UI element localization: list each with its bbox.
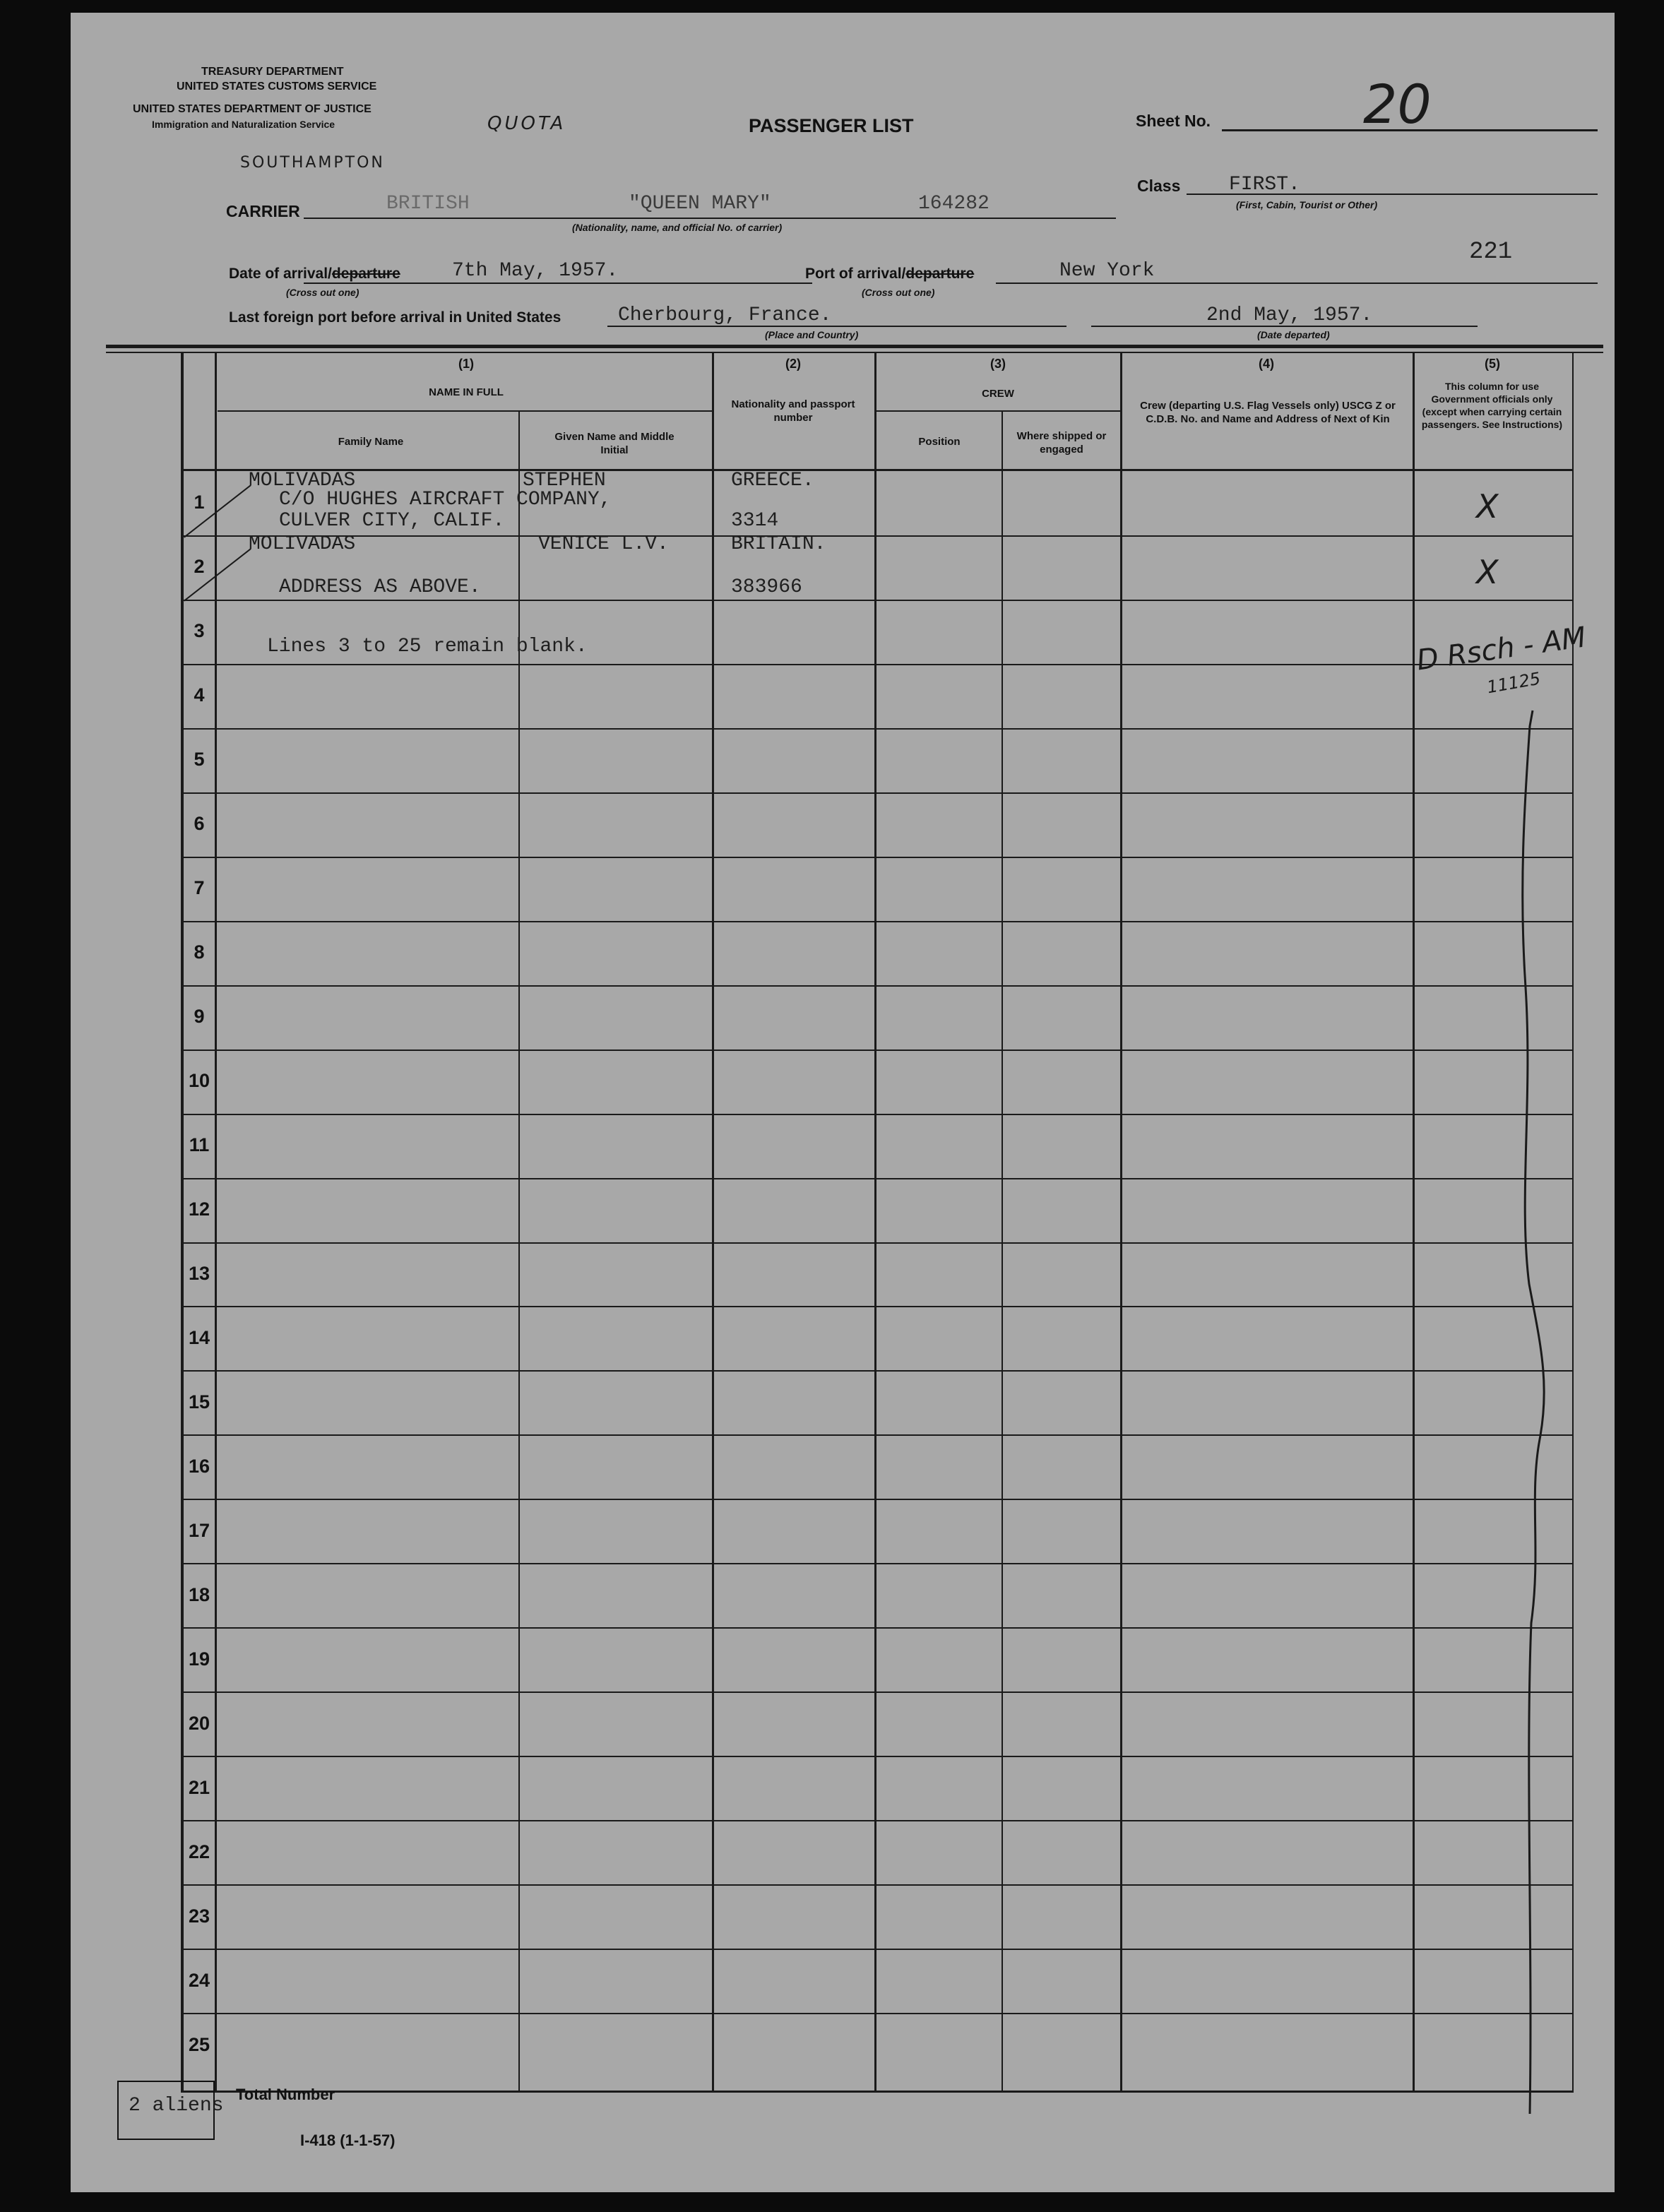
- row-number: 20: [188, 1713, 210, 1734]
- place-caption: (Place and Country): [765, 329, 859, 340]
- row-divider: [184, 1691, 1574, 1693]
- carrier-label: CARRIER: [226, 202, 300, 220]
- row-number: 23: [188, 1905, 210, 1927]
- row2-family-name: MOLIVADAS: [249, 533, 356, 555]
- carrier-name: "QUEEN MARY": [629, 193, 771, 215]
- agency-line-2: UNITED STATES CUSTOMS SERVICE: [177, 81, 377, 93]
- col5-title: This column for use Government officials only (except when carrying certain passengers. See Instructions): [1421, 381, 1563, 430]
- row-divider: [184, 1627, 1574, 1629]
- row-divider: [184, 1242, 1574, 1244]
- total-number-label: Total Number: [236, 2086, 335, 2103]
- arrival-label: Date of arrival/departure: [229, 266, 400, 282]
- col3b-where-shipped: Where shipped or engaged: [1016, 430, 1107, 456]
- row-divider: [184, 1370, 1574, 1372]
- col5-number: (5): [1485, 357, 1500, 371]
- row-number: 10: [188, 1070, 210, 1091]
- form-number: I-418 (1-1-57): [300, 2131, 396, 2149]
- row-divider: [184, 1499, 1574, 1500]
- total-aliens-value: 2 aliens: [129, 2095, 224, 2117]
- row-divider: [184, 1178, 1574, 1179]
- col1-title: NAME IN FULL: [429, 386, 504, 398]
- port-value: New York: [1059, 260, 1155, 282]
- inspector-initials-number: 11125: [1485, 668, 1543, 698]
- last-port-value: Cherbourg, France.: [618, 304, 832, 326]
- agency-line-1: TREASURY DEPARTMENT: [201, 66, 344, 78]
- row-number: 17: [188, 1520, 210, 1541]
- row1-passport: 3314: [731, 510, 779, 532]
- col2-number: (2): [785, 357, 801, 371]
- row-divider: [184, 2013, 1574, 2014]
- row2-given-name: VENICE L.V.: [538, 533, 669, 555]
- row-divider: [184, 1049, 1574, 1051]
- class-caption: (First, Cabin, Tourist or Other): [1236, 199, 1378, 210]
- row2-official-mark: X: [1476, 553, 1499, 591]
- row-divider: [184, 1114, 1574, 1115]
- row-divider: [184, 728, 1574, 730]
- col1a-family-name: Family Name: [338, 436, 404, 448]
- row-number: 24: [188, 1970, 210, 1991]
- form-title: PASSENGER LIST: [749, 115, 914, 136]
- row-divider: [184, 1820, 1574, 1821]
- row-divider: [184, 664, 1574, 665]
- row-divider: [184, 535, 1574, 537]
- remaining-lines-note: Lines 3 to 25 remain blank.: [267, 636, 588, 658]
- inspector-initials: D Rsch - AM: [1414, 621, 1588, 677]
- row-divider: [184, 857, 1574, 858]
- row-divider: [184, 792, 1574, 794]
- arrival-date: 7th May, 1957.: [452, 260, 619, 282]
- row-divider: [184, 1563, 1574, 1564]
- row-divider: [184, 600, 1574, 601]
- row1-address-2: CULVER CITY, CALIF.: [279, 510, 505, 532]
- sheet-label: Sheet No.: [1136, 112, 1211, 130]
- row-divider: [184, 1884, 1574, 1886]
- col1b-given-name: Given Name and Middle Initial: [554, 431, 674, 456]
- row-number: 19: [188, 1648, 210, 1670]
- carrier-caption: (Nationality, name, and official No. of carrier): [572, 222, 783, 233]
- row-number: 11: [189, 1134, 210, 1155]
- row-number: 1: [194, 492, 205, 513]
- passenger-list-form: [71, 13, 1615, 2192]
- col3-number: (3): [990, 357, 1006, 371]
- agency-line-3: UNITED STATES DEPARTMENT OF JUSTICE: [133, 103, 372, 115]
- row-number: 14: [188, 1327, 210, 1348]
- agency-line-4: Immigration and Naturalization Service: [152, 119, 335, 130]
- southampton-note: SOUTHAMPTON: [240, 154, 385, 172]
- row-divider: [184, 985, 1574, 987]
- row-divider: [184, 1434, 1574, 1436]
- row-number: 2: [194, 556, 205, 577]
- carrier-nationality: BRITISH: [386, 193, 470, 215]
- row1-official-mark: X: [1476, 487, 1499, 525]
- departed-caption: (Date departed): [1257, 329, 1330, 340]
- row-number: 12: [188, 1199, 210, 1220]
- row-number: 16: [188, 1456, 210, 1477]
- row-number: 21: [188, 1777, 210, 1798]
- row-number: 5: [194, 749, 205, 770]
- row-number: 4: [194, 684, 205, 706]
- row-divider: [184, 921, 1574, 922]
- sheet-number: 20: [1363, 73, 1432, 136]
- row1-nationality: GREECE.: [731, 470, 814, 492]
- row-divider: [184, 1306, 1574, 1307]
- row2-address: ADDRESS AS ABOVE.: [279, 576, 481, 598]
- row-number: 18: [188, 1584, 210, 1605]
- row1-family-name: MOLIVADAS: [249, 470, 356, 492]
- class-value: FIRST.: [1229, 174, 1300, 196]
- col1-number: (1): [458, 357, 474, 371]
- col2-title: Nationality and passport number: [731, 398, 855, 424]
- col3a-position: Position: [918, 436, 961, 448]
- row-number: 7: [194, 877, 205, 898]
- col4-title: Crew (departing U.S. Flag Vessels only) USCG Z or C.D.B. No. and Name and Address of Next of Kin: [1140, 400, 1396, 425]
- row1-address-1: C/O HUGHES AIRCRAFT COMPANY,: [279, 489, 612, 511]
- row-number: 9: [194, 1006, 205, 1027]
- row-divider: [184, 1756, 1574, 1757]
- row1-given-name: STEPHEN: [523, 470, 606, 492]
- vertical-check-stroke: [1497, 705, 1561, 2117]
- col3-title: CREW: [982, 388, 1014, 400]
- class-label: Class: [1137, 177, 1181, 195]
- row-number: 22: [188, 1841, 210, 1862]
- departed-date: 2nd May, 1957.: [1206, 304, 1373, 326]
- list-number: 221: [1469, 239, 1513, 266]
- row-number: 6: [194, 813, 205, 834]
- row-number: 15: [188, 1391, 210, 1413]
- arrival-cross-out: (Cross out one): [286, 287, 359, 298]
- row-number: 25: [188, 2034, 210, 2055]
- quota-note: QUOTA: [487, 113, 566, 134]
- row2-passport: 383966: [731, 576, 802, 598]
- last-port-label: Last foreign port before arrival in United States: [229, 309, 561, 326]
- row-number: 3: [194, 620, 205, 641]
- carrier-number: 164282: [918, 193, 990, 215]
- port-cross-out: (Cross out one): [862, 287, 935, 298]
- port-label: Port of arrival/departure: [805, 266, 975, 282]
- row2-nationality: BRITAIN.: [731, 533, 826, 555]
- row-number: 8: [194, 941, 205, 963]
- row-divider: [184, 1949, 1574, 1950]
- row-number: 13: [188, 1263, 210, 1284]
- col4-number: (4): [1259, 357, 1274, 371]
